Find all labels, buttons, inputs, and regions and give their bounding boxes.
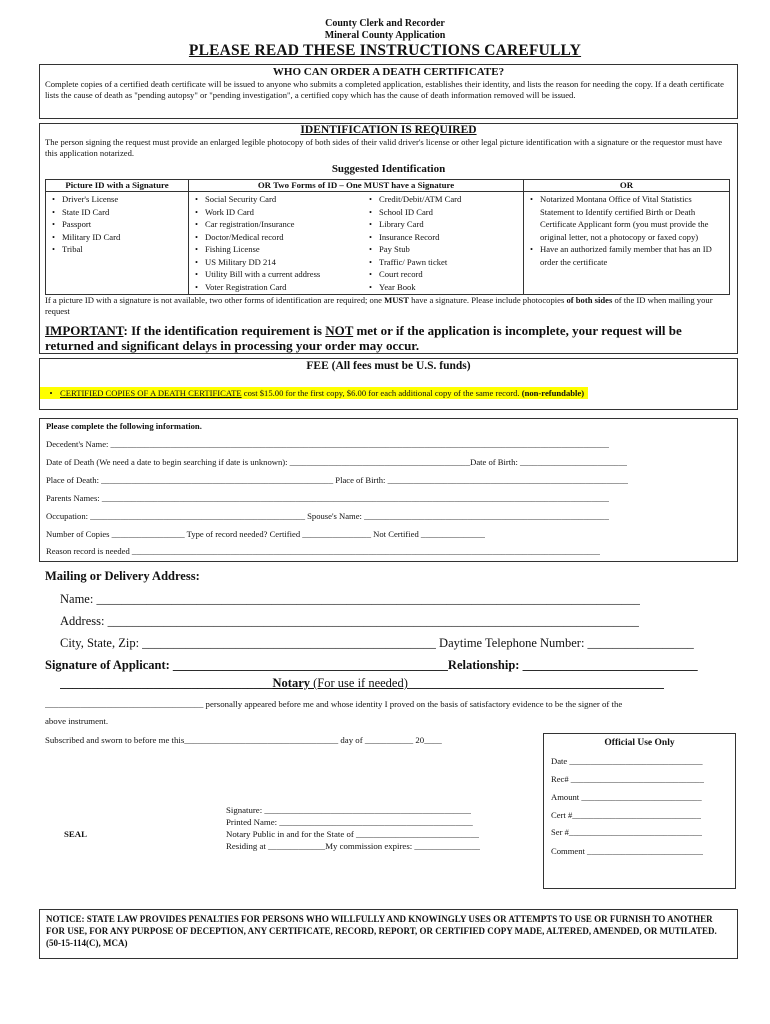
mailing-name-field[interactable]: Name: _______________________________________________________________________________________ xyxy=(60,592,641,606)
notice-text: NOTICE: STATE LAW PROVIDES PENALTIES FOR PERSONS WHO WILLFULLY AND KNOWINGLY USES OR ATTEMPTS TO USE OR FURNISH TO ANOTHER FOR USE, FOR ANY PURPOSE OF DECEPTION, ANY CERTIFICATE, RECORD, REPORT, OR CERTIFIED COPY MADE, ALTERED, AMENDED, OR MUTILATED. (50-15-114(C), MCA) xyxy=(46,914,717,948)
official-date-field[interactable]: Date _______________________________ xyxy=(551,756,703,766)
col-or xyxy=(524,192,730,295)
list-item: • State ID Card xyxy=(62,206,184,219)
notary-residing-field[interactable]: Residing at _____________My commission expires: _______________ xyxy=(226,841,481,851)
record-information-section xyxy=(39,418,738,562)
list-item: • School ID Card xyxy=(379,206,519,219)
list-item: • Social Security Card xyxy=(205,193,367,206)
identification-heading: IDENTIFICATION IS REQUIRED xyxy=(300,124,477,136)
identification-note: If a picture ID with a signature is not available, two other forms of identification are required; one MUST have a signature. Please include photocopies of both sides of the ID when mailing your request xyxy=(45,295,713,316)
identification-text: The person signing the request must provide an enlarged legible photocopy of both sides of their valid driver's license or other legal picture identification with a signature or the requestor must have this application notarized. xyxy=(45,137,723,158)
fee-section xyxy=(39,358,738,410)
official-use-box xyxy=(543,733,736,889)
list-item: • Notarized Montana Office of Vital Statistics Statement to Identify certified Birth or Death Certificate Applicant form (you must provide the original letter, not a photocopy or faxed copy) xyxy=(540,193,725,243)
suggested-identification-heading: Suggested Identification xyxy=(331,163,446,175)
bullet-icon: • xyxy=(49,388,53,398)
notary-appeared-line[interactable]: ____________________________________ personally appeared before me and whose identity I proved on the basis of satisfactory evidence to be the signer of the xyxy=(45,699,623,709)
form-intro: Please complete the following information. xyxy=(46,421,202,431)
list-item: • Library Card xyxy=(379,218,519,231)
page-title: PLEASE READ THESE INSTRUCTIONS CAREFULLY xyxy=(188,42,582,59)
official-amount-field[interactable]: Amount ____________________________ xyxy=(551,792,702,802)
notary-sworn-line[interactable]: Subscribed and sworn to before me this___________________________________ day of ___________ 20____ xyxy=(45,735,442,745)
official-cert-field[interactable]: Cert #______________________________ xyxy=(551,810,702,820)
seal-label: SEAL xyxy=(64,829,87,839)
important-label: IMPORTANT xyxy=(45,323,124,338)
mailing-heading: Mailing or Delivery Address: xyxy=(45,569,200,583)
list-item: • Have an authorized family member that has an ID order the certificate xyxy=(540,243,725,268)
list-item: • Doctor/Medical record xyxy=(205,231,367,244)
who-can-order-section xyxy=(39,64,738,119)
applicant-signature-field[interactable]: Signature of Applicant: ____________________________________________Relationship: ____________________________ xyxy=(45,658,698,672)
list-item: • Credit/Debit/ATM Card xyxy=(379,193,519,206)
identification-table xyxy=(45,179,730,295)
col-two-forms-head: OR Two Forms of ID – One MUST have a Signature xyxy=(189,180,524,192)
place-of-death-field[interactable]: Place of Death: ______________________________________________________ Place of Birth: ________________________________________________________ xyxy=(46,475,629,485)
decedent-name-field[interactable]: Decedent's Name: ____________________________________________________________________________________________________________________ xyxy=(46,439,609,449)
number-of-copies-field[interactable]: Number of Copies _________________ Type of record needed? Certified ________________ Not Certified _______________ xyxy=(46,529,486,539)
notary-printed-name-field[interactable]: Printed Name: ____________________________________________ xyxy=(226,817,473,827)
official-ser-field[interactable]: Ser #_______________________________ xyxy=(551,827,703,837)
list-item: • Fishing License xyxy=(205,243,367,256)
list-item: • Military ID Card xyxy=(62,231,184,244)
notary-signature-field[interactable]: Signature: _______________________________________________ xyxy=(226,805,472,815)
list-item: • Voter Registration Card xyxy=(205,281,367,294)
header-line-1: County Clerk and Recorder xyxy=(325,18,445,29)
col-or-head: OR xyxy=(524,180,730,192)
important-notice: IMPORTANT: If the identification requirement is NOT met or if the application is incomplete, your request will be returned and significant delays in processing your order may occur. xyxy=(45,323,682,353)
notary-heading: __________________________________Notary (For use if needed)_________________________________________ xyxy=(60,676,665,690)
form-header xyxy=(0,18,770,42)
fee-heading: FEE (All fees must be U.S. funds) xyxy=(306,360,471,372)
list-item: • Traffic/ Pawn ticket xyxy=(379,256,519,269)
official-rec-field[interactable]: Rec# _______________________________ xyxy=(551,774,705,784)
list-item: • Year Book xyxy=(379,281,519,294)
notary-state-field[interactable]: Notary Public in and for the State of ____________________________ xyxy=(226,829,480,839)
reason-field[interactable]: Reason record is needed _____________________________________________________________________________________________________________ xyxy=(46,546,601,556)
list-item: • Court record xyxy=(379,268,519,281)
list-item: • Car registration/Insurance xyxy=(205,218,367,231)
fee-label: CERTIFIED COPIES OF A DEATH CERTIFICATE xyxy=(60,388,242,398)
col-two-forms xyxy=(189,192,524,295)
list-item: • Work ID Card xyxy=(205,206,367,219)
list-item: • Tribal xyxy=(62,243,184,256)
notary-instrument: above instrument. xyxy=(45,716,109,726)
list-item: • Passport xyxy=(62,218,184,231)
list-item: • Insurance Record xyxy=(379,231,519,244)
date-of-death-field[interactable]: Date of Death (We need a date to begin searching if date is unknown): __________________________________________Date of Birth: _________________________ xyxy=(46,457,628,467)
identification-section xyxy=(39,123,738,354)
official-comment-field[interactable]: Comment ___________________________ xyxy=(551,846,704,856)
fee-nonrefundable: (non-refundable) xyxy=(521,388,585,398)
occupation-field[interactable]: Occupation: __________________________________________________ Spouse's Name: _________________________________________________________ xyxy=(46,511,609,521)
mailing-address-field[interactable]: Address: _____________________________________________________________________________________ xyxy=(60,614,639,628)
parents-names-field[interactable]: Parents Names: ______________________________________________________________________________________________________________________ xyxy=(46,493,609,503)
fee-line xyxy=(40,387,588,399)
col-picture-id xyxy=(46,192,189,295)
legal-notice xyxy=(39,909,738,959)
list-item: • Utility Bill with a current address xyxy=(205,268,367,281)
official-use-heading: Official Use Only xyxy=(604,738,675,748)
col-picture-id-head: Picture ID with a Signature xyxy=(46,180,189,192)
header-line-2: Mineral County Application xyxy=(324,30,446,41)
who-heading: WHO CAN ORDER A DEATH CERTIFICATE? xyxy=(272,66,505,78)
who-text: Complete copies of a certified death certificate will be issued to anyone who submits a completed application, establishes their identity, and lists the reason for needing the copy. If a death certificate lists the cause of death as "pending autopsy" or "pending investigation", a certified copy which has the cause of death information removed will be issued. xyxy=(45,79,724,100)
fee-text: cost $15.00 for the first copy, $6.00 for each additional copy of the same record. xyxy=(241,388,522,398)
mailing-city-field[interactable]: City, State, Zip: _______________________________________________ Daytime Telephone Number: _________________ xyxy=(60,636,694,650)
list-item: • Pay Stub xyxy=(379,243,519,256)
list-item: • US Military DD 214 xyxy=(205,256,367,269)
list-item: • Driver's License xyxy=(62,193,184,206)
